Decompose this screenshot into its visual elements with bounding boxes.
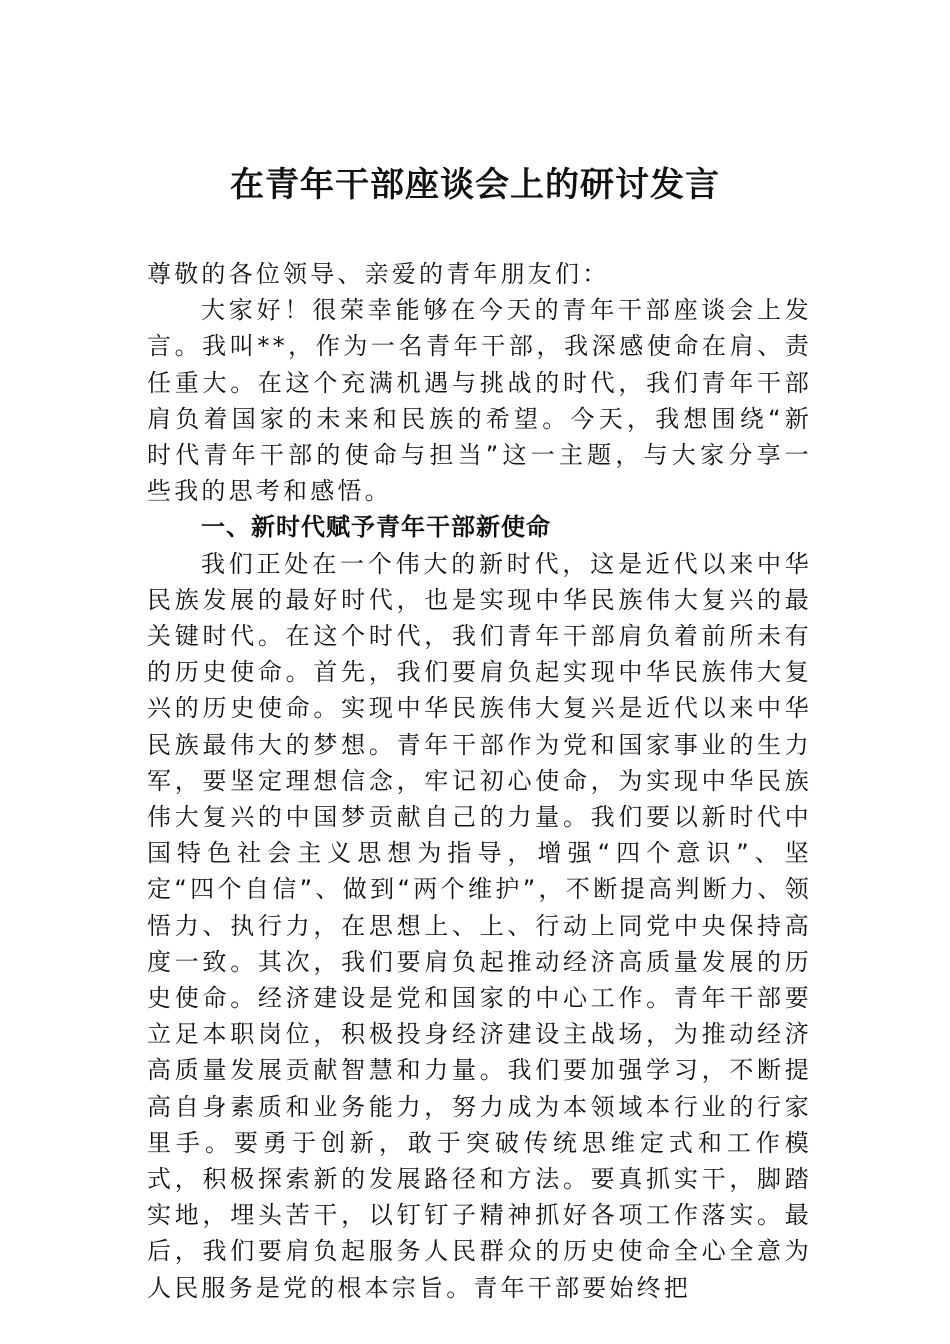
document-body (147, 256, 812, 1306)
intro-paragraph: 大家好！很荣幸能够在今天的青年干部座谈会上发言。我叫**，作为一名青年干部，我深感使命在肩、责任重大。在这个充满机遇与挑战的时代，我们青年干部肩负着国家的未来和民族的希望。今天，我想围绕“新时代青年干部的使命与担当”这一主题，与大家分享一些我的思考和感悟。 (147, 296, 812, 506)
section-paragraph-1: 我们正处在一个伟大的新时代，这是近代以来中华民族发展的最好时代，也是实现中华民族伟大复兴的最关键时代。在这个时代，我们青年干部肩负着前所未有的历史使命。首先，我们要肩负起实现中华民族伟大复兴的历史使命。实现中华民族伟大复兴是近代以来中华民族最伟大的梦想。青年干部作为党和国家事业的生力军，要坚定理想信念，牢记初心使命，为实现中华民族伟大复兴的中国梦贡献自己的力量。我们要以新时代中国特色社会主义思想为指导，增强“四个意识”、坚定“四个自信”、做到“两个维护”，不断提高判断力、领悟力、执行力，在思想上、上、行动上同党中央保持高度一致。其次，我们要肩负起推动经济高质量发展的历史使命。经济建设是党和国家的中心工作。青年干部要立足本职岗位，积极投身经济建设主战场，为推动经济高质量发展贡献智慧和力量。我们要加强学习，不断提高自身素质和业务能力，努力成为本领域本行业的行家里手。要勇于创新，敢于突破传统思维定式和工作模式，积极探索新的发展路径和方法。要真抓实干，脚踏实地，埋头苦干，以钉钉子精神抓好各项工作落实。最后，我们要肩负起服务人民群众的历史使命全心全意为人民服务是党的根本宗旨。青年干部要始终把 (147, 549, 812, 1302)
salutation: 尊敬的各位领导、亲爱的青年朋友们： (147, 260, 610, 288)
document-title: 在青年干部座谈会上的研讨发言 (230, 165, 720, 205)
section-heading-1: 一、新时代赋予青年干部新使命 (201, 513, 551, 542)
